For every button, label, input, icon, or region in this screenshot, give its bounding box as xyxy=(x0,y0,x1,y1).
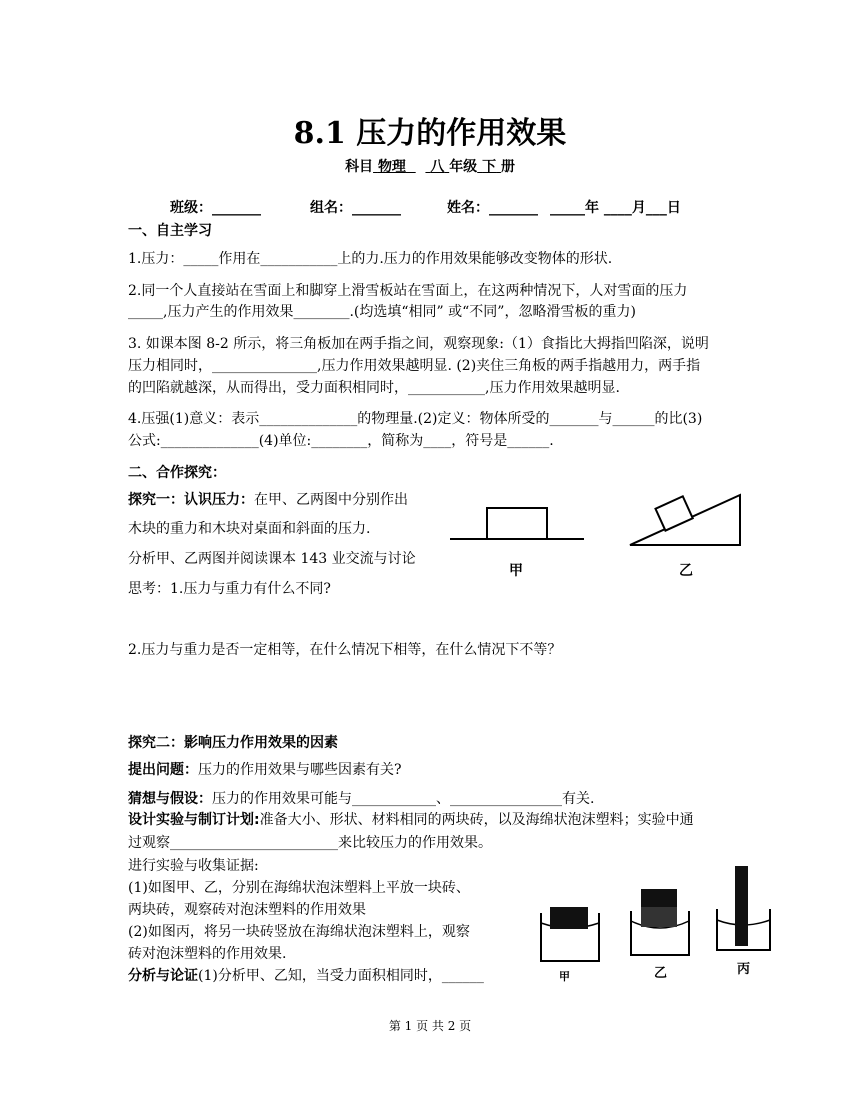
figure2-label-jia: 甲 xyxy=(559,970,570,983)
explore2-heading: 探究二：影响压力作用效果的因素 xyxy=(128,735,338,751)
experiment-step2-line2: 砖对泡沫塑料的作用效果. xyxy=(128,946,287,962)
design-line1: 设计实验与制订计划:准备大小、形状、材料相同的两块砖，以及海绵状泡沫塑料；实验中通 xyxy=(128,812,694,828)
page-footer: 第 1 页 共 2 页 xyxy=(388,1019,472,1033)
volume-value: 下 xyxy=(482,159,497,175)
question-3-line1: 3. 如课本图 8-2 所示，将三角板加在两手指之间，观察现象:（1）食指比大拇指凹陷深，说明 xyxy=(128,336,709,352)
subtitle xyxy=(0,156,860,176)
design-line2: 过观察________________________来比较压力的作用效果。 xyxy=(128,835,492,851)
explore1-line1: 探究一：认识压力：在甲、乙两图中分别作出 xyxy=(128,492,408,508)
brick-jia xyxy=(550,907,588,929)
question-2-line1: 2.同一个人直接站在雪面上和脚穿上滑雪板站在雪面上，在这两种情况下，人对雪面的压力 xyxy=(128,283,688,299)
experiment-heading: 进行实验与收集证据: xyxy=(128,858,259,874)
block-on-table xyxy=(487,508,547,539)
experiment-step2-line1: (2)如图丙，将另一块砖竖放在海绵状泡沫塑料上，观察 xyxy=(128,924,470,940)
grade-suffix: 年级 xyxy=(449,159,478,175)
section2-heading: 二、合作探究： xyxy=(128,465,226,481)
experiment-step1-line1: (1)如图甲、乙，分别在海绵状泡沫塑料上平放一块砖、 xyxy=(128,880,470,896)
subject-prefix: 科目 xyxy=(345,159,374,175)
volume-suffix: 册 xyxy=(500,159,515,175)
group-field: 组名：_______ xyxy=(310,200,401,216)
subject-value: 物理 xyxy=(377,159,406,175)
question-3-line2: 压力相同时，_______________,压力作用效果越明显. (2)夹住三角板的两手指越用力，两手指 xyxy=(128,358,701,374)
analysis-line: 分析与论证(1)分析甲、乙知，当受力面积相同时，______ xyxy=(128,968,484,984)
ask-question: 提出问题：压力的作用效果与哪些因素有关? xyxy=(128,762,402,778)
brick-yi-top xyxy=(641,889,677,907)
experiment-step1-line2: 两块砖，观察砖对泡沫塑料的作用效果 xyxy=(128,902,366,918)
figure2-label-yi: 乙 xyxy=(654,966,668,981)
class-field: 班级：_______ xyxy=(170,200,261,216)
figure-brick-flat-two xyxy=(628,885,692,959)
question-3-line3: 的凹陷就越深，从而得出，受力面积相同时，___________,压力作用效果越明显. xyxy=(128,380,620,396)
figure2-label-bing: 丙 xyxy=(737,962,751,977)
name-field: 姓名：_______ xyxy=(447,200,538,216)
section1-heading: 一、自主学习 xyxy=(128,223,212,239)
date-field: _____年 ____月___日 xyxy=(550,200,681,216)
page-title: 8.1 压力的作用效果 xyxy=(293,116,567,151)
brick-bing xyxy=(735,866,748,946)
figure-brick-flat-one xyxy=(538,895,602,965)
grade-value: 八 xyxy=(430,159,445,175)
figure-block-on-incline xyxy=(626,488,746,550)
figure1-label-jia: 甲 xyxy=(509,563,523,579)
explore1-line3: 分析甲、乙两图并阅读课本 143 业交流与讨论 xyxy=(128,551,416,567)
question-2-line2: _____,压力产生的作用效果________.(均选填“相同” 或“不同”，忽略滑雪板的重力) xyxy=(128,304,636,320)
question-4-line1: 4.压强(1)意义：表示______________的物理量.(2)定义：物体所受的_______与______的比(3) xyxy=(128,411,703,427)
explore1-line4: 思考：1.压力与重力有什么不同? xyxy=(128,581,331,597)
question-4-line2: 公式:______________(4)单位:________，简称为____，符号是______. xyxy=(128,433,554,449)
explore1-line2: 木块的重力和木块对桌面和斜面的压力. xyxy=(128,521,371,537)
figure-brick-upright xyxy=(714,864,774,954)
guess-hypothesis: 猜想与假设：压力的作用效果可能与____________、________________有关. xyxy=(128,791,595,807)
question-1: 1.压力：_____作用在___________上的力.压力的作用效果能够改变物体的形状. xyxy=(128,251,613,267)
figure1-label-yi: 乙 xyxy=(679,563,693,579)
explore1-question2: 2.压力与重力是否一定相等，在什么情况下相等，在什么情况下不等？ xyxy=(128,642,562,658)
brick-yi-bottom xyxy=(641,907,677,927)
